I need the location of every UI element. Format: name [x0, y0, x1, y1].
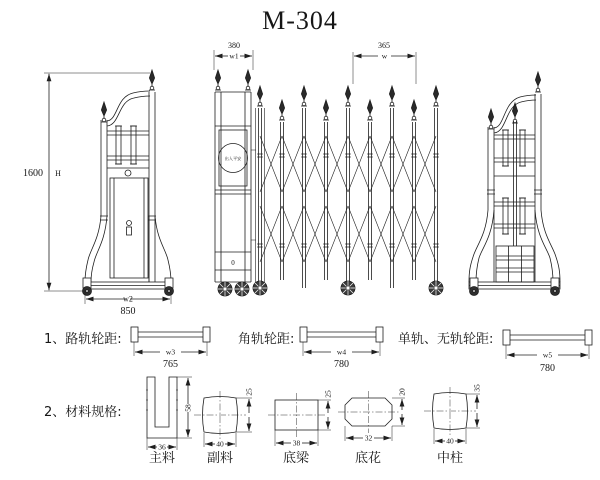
brand-logo-text: 出入平安 — [224, 156, 242, 161]
upper-rails — [494, 135, 535, 176]
finial-icon — [215, 70, 221, 90]
profile-secondary-label: 副料 — [206, 451, 234, 466]
panel-width-dimension — [353, 41, 416, 84]
right-leg-outer — [155, 216, 171, 282]
rail-dim-value-2: 780 — [334, 359, 349, 370]
frame-rails — [107, 131, 149, 168]
gate-wheel-icon — [341, 281, 355, 295]
drive-wheel-icon — [235, 282, 249, 296]
gate-post — [279, 100, 285, 280]
rail-dim-label-1: w3 — [165, 347, 176, 357]
height-dimension — [23, 73, 150, 291]
finial-icon — [101, 102, 107, 122]
finial-icon — [535, 72, 541, 92]
drive-unit-view — [214, 41, 253, 296]
left-post-view — [23, 70, 174, 317]
drive-width-dimension — [214, 41, 253, 70]
upper-lattice — [260, 136, 436, 192]
keyhole-label: 0 — [231, 259, 235, 267]
caster-wheel-icon — [83, 278, 92, 296]
lattice-box — [496, 246, 534, 282]
finial-icon — [488, 109, 494, 129]
arch-outer — [107, 91, 150, 121]
right-leg-outer — [541, 210, 560, 282]
profile-secondary-height: 25 — [244, 388, 254, 396]
gate-post — [367, 100, 373, 280]
scissor-gate-section — [251, 41, 443, 295]
drive-width-value: 380 — [228, 41, 240, 50]
rail-specs-row — [44, 327, 592, 374]
lock-detail — [127, 221, 132, 226]
rail-spec-label-3: 单轨、无轨轮距: — [398, 332, 494, 347]
left-short-post — [101, 120, 107, 216]
right-short-post — [488, 127, 494, 282]
profile-center-post-label: 中柱 — [436, 451, 464, 466]
post-width-dimension — [85, 290, 171, 317]
axle-drawing-3 — [503, 330, 592, 374]
hinge-bar — [116, 126, 121, 164]
drive-wheel-icon — [218, 282, 232, 296]
door-panel — [110, 178, 148, 278]
profile-bottom-beam-label: 底梁 — [282, 451, 310, 466]
profile-main-label: 主料 — [148, 451, 176, 466]
material-specs-heading: 2、材料规格: — [44, 405, 122, 420]
drive-width-label: w1 — [229, 51, 239, 61]
left-leg-inner — [476, 210, 494, 282]
finial-icon — [245, 70, 251, 90]
material-specs-row — [44, 377, 482, 466]
finial-icon — [512, 103, 518, 123]
hinge-bar — [520, 198, 525, 234]
rail-dim-label-3: w5 — [542, 350, 553, 360]
arch-inner — [107, 96, 150, 126]
hinge-bar — [131, 126, 136, 164]
rail-dim-value-1: 765 — [163, 359, 178, 370]
panel-width-value: 365 — [378, 41, 390, 50]
gate-wheel-icon — [429, 281, 443, 295]
left-leg-inner — [91, 216, 107, 282]
left-leg-outer — [469, 210, 488, 282]
pivot-circle — [125, 170, 131, 176]
profile-bottom-beam-width: 38 — [292, 438, 301, 448]
axle-drawing-1 — [131, 327, 210, 370]
profile-main-width: 36 — [158, 442, 166, 452]
post-width-value: 850 — [120, 306, 136, 317]
profile-secondary — [194, 388, 254, 466]
lower-lattice — [260, 206, 436, 262]
right-tall-post — [535, 94, 541, 282]
drawing-title: M-304 — [262, 6, 338, 35]
profile-bottom-flower — [338, 388, 407, 466]
drive-posts — [215, 92, 251, 282]
gate-post — [323, 100, 329, 280]
gate-wheel-icon — [253, 281, 267, 295]
profile-bottom-beam-height: 25 — [323, 390, 333, 398]
profile-center-post-width: 40 — [446, 436, 454, 446]
post-collars — [487, 190, 542, 194]
profile-center-post-height: 35 — [472, 384, 482, 392]
lower-rails — [494, 202, 535, 228]
rail-dim-value-3: 780 — [540, 363, 555, 374]
rail-dim-label-2: w4 — [336, 347, 347, 357]
height-value: 1600 — [23, 168, 43, 179]
profile-secondary-width: 40 — [216, 439, 224, 449]
rail-spec-label-1: 1、路轨轮距: — [44, 332, 122, 347]
right-leg-inner — [535, 210, 553, 282]
rail-spec-label-2: 角轨轮距: — [238, 332, 295, 347]
axle-drawing-2 — [300, 327, 383, 370]
caster-wheel-icon — [551, 278, 560, 296]
profile-bottom-flower-label: 底花 — [354, 451, 382, 466]
profile-center-post — [424, 384, 482, 466]
height-label: H — [55, 169, 61, 178]
hinge-bar — [503, 198, 508, 234]
profile-main-height: 58 — [183, 404, 193, 412]
post-width-label: w2 — [123, 294, 133, 304]
gate-post — [411, 100, 417, 280]
right-post-view — [469, 72, 560, 296]
profile-main — [146, 377, 193, 466]
left-tall-post — [149, 92, 155, 282]
profile-bottom-flower-width: 32 — [364, 433, 373, 443]
caster-wheel-icon — [165, 278, 174, 296]
profile-bottom-beam — [268, 390, 333, 466]
lock-plate — [127, 227, 132, 235]
center-rod — [514, 121, 517, 246]
caster-wheel-icon — [470, 278, 479, 296]
profile-bottom-flower-height: 20 — [397, 388, 407, 396]
panel-width-label: w — [381, 51, 388, 61]
lattice-grid — [496, 246, 534, 282]
